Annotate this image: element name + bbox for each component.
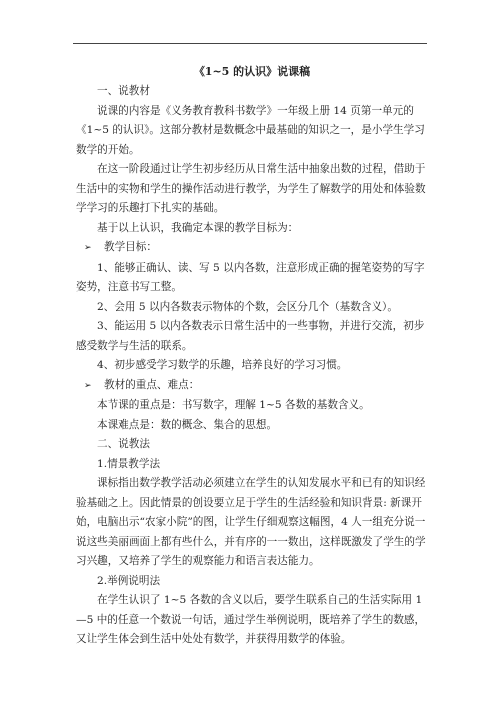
paragraph: 在学生认识了 1~5 各数的含义以后，要学生联系自己的生活实际用 1—5 中的任意一个数说一句话，通过学生举例说明，既培养了学生的数感，又让学生体会到生活中处处有数学，并获得用数学的体验。 xyxy=(76,594,426,645)
bullet-item xyxy=(76,376,428,397)
section-heading: 一、说教材 xyxy=(97,85,150,97)
objective-item: 1、能够正确认、读、写 5 以内各数，注意形成正确的握笔姿势的写字姿势，注意书写工整。 xyxy=(76,261,425,293)
paragraph: 基于以上认识，我确定本课的教学目标为： xyxy=(97,221,299,234)
header-rule xyxy=(73,43,427,44)
bullet-text: 教学目标： xyxy=(104,241,157,253)
subsection-heading: 2.举例说明法 xyxy=(97,574,161,587)
objective-item: 3、能运用 5 以内各数表示日常生活中的一些事物，并进行交流，初步感受数学与生活的联系。 xyxy=(76,320,425,352)
document-body xyxy=(76,62,428,650)
arrow-bullet-icon: ➢ xyxy=(84,380,92,391)
bullet-item xyxy=(76,238,428,259)
paragraph: 本节课的重点是：书写数字，理解 1~5 各数的基数含义。 xyxy=(97,399,370,411)
arrow-bullet-icon: ➢ xyxy=(84,243,92,253)
objective-item: 2、会用 5 以内各数表示物体的个数，会区分几个（基数含义）。 xyxy=(97,300,398,313)
paragraph: 本课难点是：数的概念、集合的思想。 xyxy=(97,418,278,431)
paragraph: 课标指出数学教学活动必须建立在学生的认知发展水平和已有的知识经验基础之上。因此情景的创设要立足于学生的生活经验和知识背景: 新课开始，电脑出示“农家小院”的图，让学生仔细观察这幅图，4 人一组充分说一说这些美丽画面上都有些什么，并有序的一一数出，这样既激发了学生的学习兴趣，又培养了学生的观察能力和语言表达能力。 xyxy=(76,477,426,567)
paragraph: 在这一阶段通过让学生初步经历从日常生活中抽象出数的过程，借助于生活中的实物和学生的操作活动进行教学，为学生了解数学的用处和体验数学学习的乐趣打下扎实的基础。 xyxy=(76,163,426,214)
section-heading: 二、说教法 xyxy=(97,438,150,450)
paragraph: 说课的内容是《义务教育教科书数学》一年级上册 14 页第一单元的《1~5 的认识》。这部分教材是数概念中最基础的知识之一，是小学生学习数学的开始。 xyxy=(76,104,425,156)
bullet-text: 教材的重点、难点： xyxy=(104,378,200,391)
objective-item: 4、初步感受学习数学的乐趣，培养良好的学习习惯。 xyxy=(97,359,348,371)
subsection-heading: 1.情景教学法 xyxy=(97,457,161,470)
document-title: 《1~5 的认识》说课稿 xyxy=(193,65,311,78)
